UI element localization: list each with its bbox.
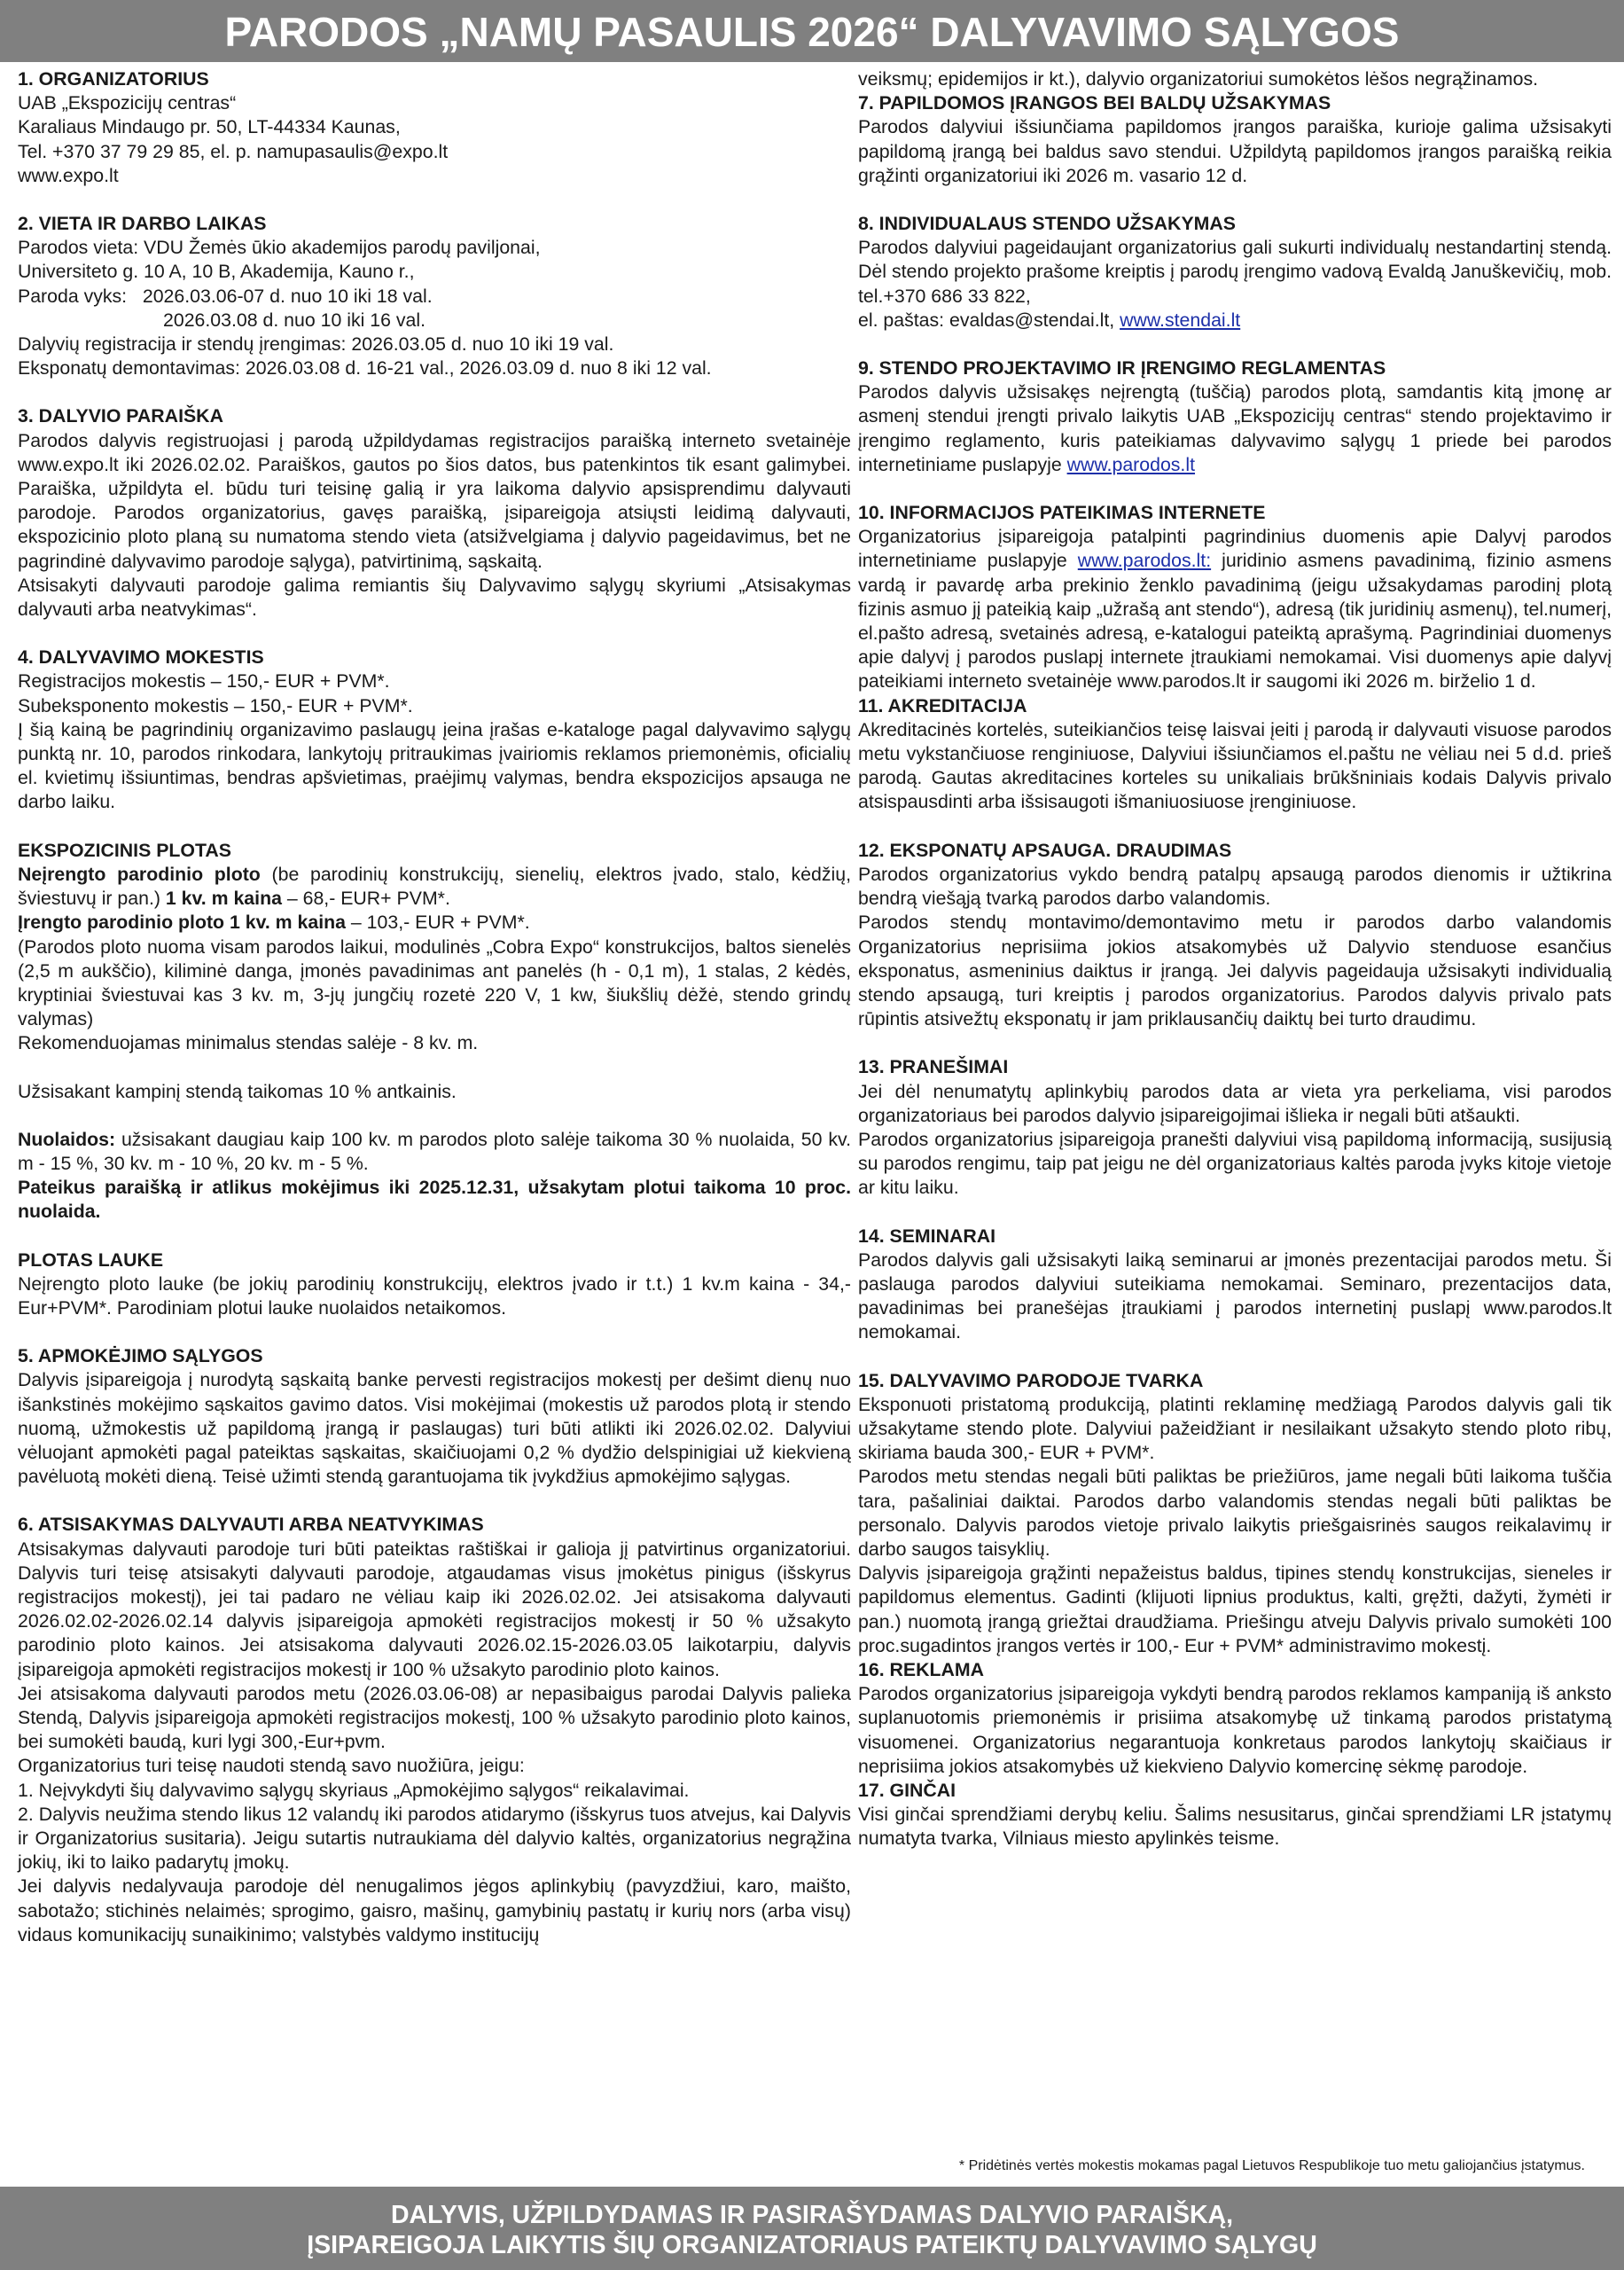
paragraph: 2. Dalyvis neužima stendo likus 12 valandų iki parodos atidarymo (išskyrus tuos atvejus, kai Dalyvis ir Organizatorius susitaria). Jeigu sutartis nutraukiama dėl dalyvio kaltės, organizatorius negrąžina jokių, iki to laiko padarytų įmokų. <box>18 1803 851 1874</box>
text-line: Karaliaus Mindaugo pr. 50, LT-44334 Kaunas, <box>18 116 401 138</box>
bold-text: Pateikus paraišką ir atlikus mokėjimus iki 2025.12.31, užsakytam plotui taikoma 10 proc. nuolaida. <box>18 1177 851 1223</box>
paragraph: Dalyvis įsipareigoja į nurodytą sąskaitą banke pervesti registracijos mokestį per dešimt dienų nuo išankstinės mokėjimo sąskaitos gavimo datos. Visi mokėjimai (mokestis už parodos plotą ir stendo nuomą, užmokestis už papildomą įrangą ir paslaugas) turi būti atlikti iki 2026.02.02. Dalyviui vėluojant apmokėti pagal pateiktas sąskaitas, skaičiuojami 0,2 % dydžio delspinigiai už kiekvieną pavėluotą mokėti dieną. Teisė užimti stendą garantuojama tik įvykdžius apmokėjimo sąlygas. <box>18 1369 851 1488</box>
text-line: Tel. +370 37 79 29 85, el. p. namupasaulis@expo.lt <box>18 140 449 162</box>
paragraph: Parodos dalyviui išsiunčiama papildomos įrangos paraiška, kurioje galima užsisakyti papildomą įrangą bei baldus savo stendui. Užpildytą papildomos įrangos paraišką reikia grąžinti organizatoriui iki 2026 m. vasario 12 d. <box>858 116 1612 186</box>
paragraph <box>18 911 851 935</box>
section-heading: 10. INFORMACIJOS PATEIKIMAS INTERNETE <box>858 502 1266 524</box>
section-cancellation <box>18 1513 851 1947</box>
section-heading: PLOTAS LAUKE <box>18 1248 164 1271</box>
text-line: Eksponatų demontavimas: 2026.03.08 d. 16-21 val., 2026.03.09 d. nuo 8 iki 12 val. <box>18 357 712 380</box>
section-venue <box>18 212 851 380</box>
text-line: Paroda vyks: 2026.03.06-07 d. nuo 10 iki 18 val. <box>18 285 433 307</box>
paragraph: Parodos metu stendas negali būti paliktas be priežiūros, jame negali būti laikoma tuščia tara, pašaliniai daiktai. Parodos darbo valandomis stendas negali būti paliktas be personalo. Dalyvis parodos vietoje privalo laikytis priešgaisrinės saugos reikalavimų ir darbo saugos taisyklių. <box>858 1466 1612 1560</box>
text: – 103,- EUR + PVM*. <box>345 912 530 934</box>
bottom-banner-line: DALYVIS, UŽPILDYDAMAS IR PASIRAŠYDAMAS DALYVIO PARAIŠKĄ, <box>390 2201 1234 2229</box>
text-line: Parodos vieta: VDU Žemės ūkio akademijos parodų paviljonai, <box>18 237 541 259</box>
section-fee <box>18 646 851 814</box>
section-heading: 7. PAPILDOMOS ĮRANGOS BEI BALDŲ UŽSAKYMAS <box>858 92 1331 114</box>
parodos-link[interactable]: www.parodos.lt <box>1066 453 1196 475</box>
text-line: Subeksponento mokestis – 150,- EUR + PVM*. <box>18 694 413 716</box>
section-heading: EKSPOZICINIS PLOTAS <box>18 839 231 861</box>
section-heading: 8. INDIVIDUALAUS STENDO UŽSAKYMAS <box>858 213 1236 235</box>
page-title: PARODOS „NAMŲ PASAULIS 2026“ DALYVAVIMO SĄLYGOS <box>0 0 1624 62</box>
bold-text: 1 kv. m kaina <box>165 888 282 910</box>
section-heading: 17. GINČAI <box>858 1780 956 1801</box>
text: užsisakant daugiau kaip 100 kv. m parodos ploto salėje taikoma 30 % nuolaida, 50 kv. m - 15 %, 30 kv. m - 10 %, 20 kv. m - 5 %. <box>18 1128 851 1174</box>
bold-text: Neįrengto parodinio ploto <box>18 863 261 885</box>
section-heading: 11. AKREDITACIJA <box>858 694 1027 716</box>
right-column <box>858 67 1612 1851</box>
text-line: Dalyvių registracija ir stendų įrengimas: 2026.03.05 d. nuo 10 iki 19 val. <box>18 333 614 356</box>
section-stand-regulations <box>858 356 1612 477</box>
section-exhibition-space <box>18 839 851 1225</box>
bottom-banner <box>0 2187 1624 2270</box>
paragraph: Dalyvis įsipareigoja grąžinti nepažeistus baldus, tipines stendų konstrukcijas, sieneles ir papildomus elementus. Gadinti (klijuoti lipnius produktus, kalti, gręžti, dažyti, žymėti ir pan.) nuomotą įrangą griežtai draudžiama. Priešingu atveju Dalyvis privalo sumokėti 100 proc.sugadintos įrangos vertės ir 100,- Eur + PVM* administravimo mokestį. <box>858 1562 1612 1656</box>
paragraph <box>18 863 851 911</box>
section-application <box>18 404 851 622</box>
bottom-banner-line: ĮSIPAREIGOJA LAIKYTIS ŠIŲ ORGANIZATORIAUS PATEIKTŲ DALYVAVIMO SĄLYGŲ <box>307 2231 1317 2259</box>
section-heading: 14. SEMINARAI <box>858 1225 996 1247</box>
text: el. paštas: evaldas@stendai.lt, <box>858 309 1120 331</box>
stendai-link[interactable]: www.stendai.lt <box>1120 309 1241 331</box>
section-heading: 5. APMOKĖJIMO SĄLYGOS <box>18 1345 263 1367</box>
paragraph: veiksmų; epidemijos ir kt.), dalyvio organizatoriui sumokėtos lėšos negrąžinamos. <box>858 68 1539 90</box>
text-line: UAB „Ekspozicijų centras“ <box>18 92 237 114</box>
section-heading: 15. DALYVAVIMO PARODOJE TVARKA <box>858 1369 1204 1391</box>
section-heading: 3. DALYVIO PARAIŠKA <box>18 405 223 427</box>
section-additional-equipment <box>858 91 1612 188</box>
paragraph: Akreditacinės kortelės, suteikiančios teisę laisvai įeiti į parodą ir dalyvauti visuose parodos metu vykstančiuose renginiuose, Dalyviui išsiunčiamos el.paštu ne vėliau nei 5 d.d. prieš parodą. Gautas akreditacines korteles su unikaliais brūkšniniais kodais Dalyvis privalo atsispausdinti arba išsisaugoti išmaniuosiuose įrenginiuose. <box>858 718 1612 813</box>
paragraph: Eksponuoti pristatomą produkciją, platinti reklaminę medžiagą Parodos dalyvis gali tik užsakytame stendo plote. Dalyviui pažeidžiant ir nesilaikant užsakyto stendo ploto ribų, skiriama bauda 300,- EUR + PVM*. <box>858 1393 1612 1464</box>
section-outdoor-space <box>18 1248 851 1321</box>
paragraph <box>858 380 1612 477</box>
section-heading: 4. DALYVAVIMO MOKESTIS <box>18 646 264 669</box>
section-advertising <box>858 1658 1612 1779</box>
section-heading: 12. EKSPONATŲ APSAUGA. DRAUDIMAS <box>858 839 1232 861</box>
paragraph: Atsisakymas dalyvauti parodoje turi būti pateiktas raštiškai ir galioja jį patvirtinus organizatoriui. Dalyvis turi teisę atsisakyti dalyvauti parodoje, atgaudamas visus įmokėtus pinigus (išskyrus registracijos mokestį), jei tai padaro ne vėliau kaip iki 2026.02.02. Jei atsisakoma dalyvauti 2026.02.02-2026.02.14 dalyvis įsipareigoja apmokėti registracijos mokestį ir 50 % užsakyto parodinio ploto kainos. Jei atsisakoma dalyvauti 2026.02.15-2026.03.05 laikotarpiu, dalyvis įsipareigoja apmokėti registracijos mokestį ir 100 % užsakyto parodinio ploto kainos. <box>18 1538 851 1680</box>
paragraph: Visi ginčai sprendžiami derybų keliu. Šalims nesusitarus, ginčai sprendžiami LR įstatymų numatyta tvarka, Vilniaus miesto apylinkės teisme. <box>858 1804 1612 1850</box>
section-heading: 1. ORGANIZATORIUS <box>18 68 209 90</box>
text-line <box>858 309 1612 333</box>
text: juridinio asmens pavadinimą, fizinio asmens vardą ir pavardę arba prekinio ženklo pavadinimą (jeigu užsakydamas parodinį plotą fizinis asmuo jį pateikią kaip „užrašą ant stendo“), adresą (tik juridinių asmenų), tel.numerį, el.pašto adresą, svetainės adresą, e-katalogui pateiktą aprašymą. Pagrindiniai duomenys apie dalyvį į parodos puslapį internete įtraukiami nemokamai. Visi duomenys apie dalyvį pateikiami interneto svetainėje www.parodos.lt ir saugomi iki 2026 m. birželio 1 d. <box>858 550 1612 693</box>
paragraph: Parodos dalyviui pageidaujant organizatorius gali sukurti individualų nestandartinį stendą. Dėl stendo projekto prašome kreiptis į parodų įrengimo vadovą Evaldą Januškevičių, mob. tel.+370 686 33 822, <box>858 237 1612 307</box>
section-heading: 13. PRANEŠIMAI <box>858 1056 1009 1078</box>
paragraph: Jei dėl nenumatytų aplinkybių parodos data ar vieta yra perkeliama, visi parodos organizatoriaus bei parodos dalyvio įsipareigojimai išlieka ir negali būti atšaukti. <box>858 1080 1612 1126</box>
section-security-insurance <box>858 839 1612 1032</box>
paragraph: Į šią kainą be pagrindinių organizavimo paslaugų įeina įrašas e-kataloge pagal dalyvavimo sąlygų punktą nr. 10, parodos rinkodara, lankytojų pritraukimas įvairiomis reklamos priemonėmis, oficialių el. kvietimų išsiuntimas, bendras apšvietimas, praėjimų valymas, bendra ekspozicijos apsauga ne darbo laiku. <box>18 718 851 813</box>
paragraph: Parodos organizatorius įsipareigoja pranešti dalyviui visą papildomą informaciją, susijusią su parodos rengimu, taip pat jeigu ne dėl organizatoriaus kaltės paroda įvyks kitoje vietoje ar kitu laiku. <box>858 1128 1612 1199</box>
section-heading: 2. VIETA IR DARBO LAIKAS <box>18 213 267 235</box>
paragraph: Neįrengto ploto lauke (be jokių parodinių konstrukcijų, elektros įvado ir t.t.) 1 kv.m kaina - 34,-Eur+PVM*. Parodiniam plotui lauke nuolaidos netaikomos. <box>18 1272 851 1319</box>
paragraph: Atsisakyti dalyvauti parodoje galima remiantis šių Dalyvavimo sąlygų skyriumi „Atsisakymas dalyvauti arba neatvykimas“. <box>18 574 851 621</box>
section-exhibition-rules <box>858 1369 1612 1658</box>
text: – 68,- EUR+ PVM*. <box>281 888 450 910</box>
text-line: Registracijos mokestis – 150,- EUR + PVM*. <box>18 670 390 693</box>
paragraph <box>858 525 1612 693</box>
section-individual-stand <box>858 212 1612 333</box>
bold-text: Įrengto parodinio ploto 1 kv. m kaina <box>18 912 346 934</box>
text-line: 2026.03.08 d. nuo 10 iki 16 val. <box>163 309 426 331</box>
section-accreditation <box>858 694 1612 815</box>
paragraph <box>18 1128 851 1176</box>
text-line: www.expo.lt <box>18 164 119 186</box>
parodos-link[interactable]: www.parodos.lt: <box>1077 550 1212 572</box>
text-line: Užsisakant kampinį stendą taikomas 10 % antkainis. <box>18 1080 457 1102</box>
paragraph: (Parodos ploto nuoma visam parodos laikui, modulinės „Cobra Expo“ konstrukcijos, baltos sienelės (2,5 m aukščio), kiliminė danga, įmonės pavadinimas ant panelės (h - 0,1 m), 1 stalas, 2 kėdės, kryptiniai šviestuvai kas 3 kv. m, 3-jų jungčių rozetė 220 V, 1 kw, šiukšlių dėžė, stendo grindų valymas) <box>18 935 851 1030</box>
section-disputes <box>858 1779 1612 1851</box>
paragraph: Parodos stendų montavimo/demontavimo metu ir parodos darbo valandomis Organizatorius neprisiima jokios atsakomybės už Dalyvio stenduose esančius eksponatus, asmeninius daiktus ir įrangą. Jei dalyvis pageidauja užsisakyti individualią stendo apsaugą, turi kreiptis į parodos organizatorius. Parodos dalyvis privalo pats rūpintis atsivežtų eksponatų ir jam priklausančių daiktų bei turto draudimu. <box>858 912 1612 1030</box>
section-heading: 6. ATSISAKYMAS DALYVAUTI ARBA NEATVYKIMAS <box>18 1514 484 1536</box>
paragraph <box>18 1176 851 1224</box>
paragraph: Jei atsisakoma dalyvauti parodos metu (2026.03.06-08) ar nepasibaigus parodai Dalyvis palieka Stendą, Dalyvis įsipareigoja apmokėti registracijos mokestį, 100 % užsakyto parodinio ploto kainos, bei sumokėti baudą, kuri lygi 300,-Eur+pvm. <box>18 1682 851 1753</box>
text-line: Rekomenduojamas minimalus stendas salėje - 8 kv. m. <box>18 1032 479 1054</box>
section-notices <box>858 1055 1612 1200</box>
section-internet-info <box>858 501 1612 694</box>
text: Parodos dalyvis užsisakęs neįrengtą (tuščią) parodos plotą, samdantis kitą įmonę ar asmenį stendui įrengti privalo laikytis UAB „Ekspozicijų centras“ stendo projektavimo ir įrengimo reglamento, kuris pateikiamas dalyvavimo sąlygų 1 priede bei parodos internetiniame puslapyje <box>858 381 1612 475</box>
paragraph: Parodos organizatorius vykdo bendrą patalpų apsaugą parodos dienomis ir užtikrina bendrą viešąją tvarką parodos darbo valandomis. <box>858 863 1612 910</box>
paragraph: Parodos dalyvis registruojasi į parodą užpildydamas registracijos paraišką interneto svetainėje www.expo.lt iki 2026.02.02. Paraiškos, gautos po šios datos, bus patenkintos tik esant galimybei. Paraiška, užpildyta el. būdu turi teisinę galią ir yra laikoma dalyvio apsisprendimu dalyvauti parodoje. Parodos organizatorius, gavęs paraišką, įsipareigoja atsiųsti leidimą dalyvauti, ekspozicinio ploto planą su numatoma stendo vieta (atsižvelgiama į dalyvio pageidavimus, bet ne pagrindinė dalyvavimo parodoje sąlyga), patvirtinimą, sąskaitą. <box>18 429 851 572</box>
text-line: Universiteto g. 10 A, 10 B, Akademija, Kauno r., <box>18 261 415 283</box>
section-heading: 16. REKLAMA <box>858 1658 984 1680</box>
paragraph: Parodos dalyvis gali užsisakyti laiką seminarui ar įmonės prezentacijai parodos metu. Ši paslauga parodos dalyviui suteikiama nemokamai. Seminaro, prezentacijos data, pavadinimas bei pranešėjas įtraukiami į parodos internetinį puslapį www.parodos.lt nemokamai. <box>858 1248 1612 1343</box>
section-seminars <box>858 1225 1612 1345</box>
paragraph: Parodos organizatorius įsipareigoja vykdyti bendrą parodos reklamos kampaniją iš anksto suplanuotomis priemonėmis ir prisiima atsakomybę už tinkamą parodos pristatymą visuomenei. Organizatorius negarantuoja konkretaus parodos lankytojų skaičiaus ir neprisiima jokios atsakomybės už kiekvieno Dalyvio komercinę sėkmę parodoje. <box>858 1683 1612 1777</box>
left-column <box>18 67 851 1947</box>
section-organizer <box>18 67 851 188</box>
section-heading: 9. STENDO PROJEKTAVIMO IR ĮRENGIMO REGLAMENTAS <box>858 357 1386 380</box>
vat-footnote: * Pridėtinės vertės mokestis mokamas pagal Lietuvos Respublikoje tuo metu galiojančius įstatymus. <box>958 2158 1585 2173</box>
text-line: 1. Neįvykdyti šių dalyvavimo sąlygų skyriaus „Apmokėjimo sąlygos“ reikalavimai. <box>18 1779 690 1801</box>
text-line: Organizatorius turi teisę naudoti stendą savo nuožiūra, jeigu: <box>18 1755 525 1777</box>
text: Organizatorius įsipareigoja patalpinti pagrindinius duomenis apie Dalyvį parodos internetiniame puslapyje <box>858 526 1612 572</box>
bold-text: Nuolaidos: <box>18 1128 116 1150</box>
paragraph: Jei dalyvis nedalyvauja parodoje dėl nenugalimos jėgos aplinkybių (pavyzdžiui, karo, maišto, sabotažo; stichinės nelaimės; sprogimo, gaisro, mašinų, gamybinių pastatų ir kurių nors (arba visų) vidaus komunikacijų sunaikinimo; valstybės valdymo institucijų <box>18 1875 851 1945</box>
section-payment <box>18 1344 851 1489</box>
text: (be parodinių konstrukcijų, sienelių, elektros įvado, stalo, kėdžių, šviestuvų ir pan.) <box>18 863 852 910</box>
